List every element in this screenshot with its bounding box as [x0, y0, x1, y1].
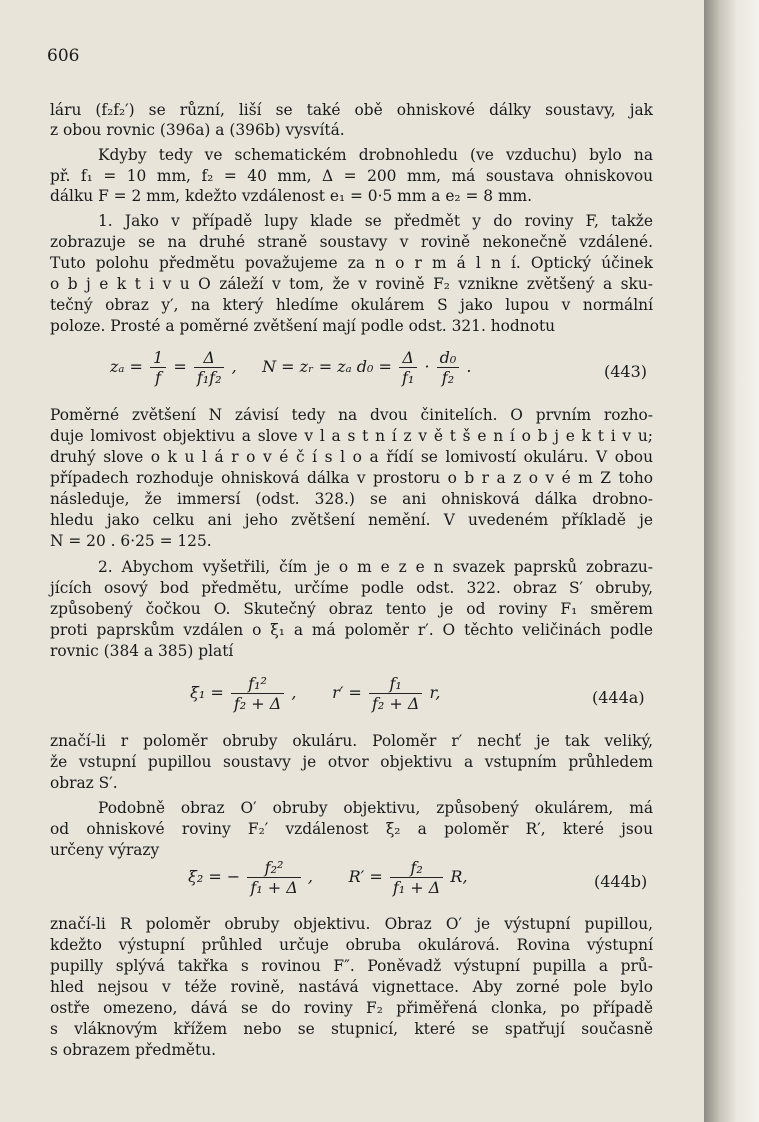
equation-number: (444a) — [592, 688, 645, 707]
text-line: 1. Jako v případě lupy klade se předmět y do roviny F, takže — [98, 212, 653, 230]
equation-443: zₐ = $\frac{1}{f}$ = $\frac{\Delta}{\text{f₁f₂}}$ , N = zᵣ = zₐ d₀ = $\frac{\Delta}{\text{f₁}}$ · $\frac{\text{d₀}}{\text{f₂}}$ . — [110, 348, 472, 387]
text-line: určeny výrazy — [50, 841, 160, 859]
text-line: hledu jako celku ani jeho zvětšení nemění. V uvedeném příkladě je — [50, 511, 653, 529]
equation-444a: ξ₁ = $\frac{\text{f₁²}}{\text{f₂ + Δ}}$ , r′ = $\frac{\text{f₁}}{\text{f₂ + Δ}}$ r, — [190, 674, 441, 713]
text-line: láru (f₂f₂′) se různí, liší se také obě ohniskové dálky soustavy, jak — [50, 101, 653, 119]
text-line: poloze. Prosté a poměrné zvětšení mají podle odst. 321. hodnotu — [50, 317, 556, 335]
text-line: případech rozhoduje ohnisková dálka v prostoru o b r a z o v é m Z toho — [50, 469, 653, 487]
text-line: dálku F = 2 mm, kdežto vzdálenost e₁ = 0·5 mm a e₂ = 8 mm. — [50, 187, 533, 205]
text-line: 2. Abychom vyšetřili, čím je o m e z e n svazek paprsků zobrazu- — [98, 558, 653, 576]
text-line: druhý slove o k u l á r o v é č í s l o a řídí se lomivostí okuláru. V obou — [50, 448, 653, 466]
text-line: pupilly splývá takřka s rovinou F″. Poněvadž výstupní pupilla a prů- — [50, 957, 653, 975]
text-line: značí-li r poloměr obruby okuláru. Poloměr r′ nechť je tak veliký, — [50, 732, 653, 750]
text-line: s obrazem předmětu. — [50, 1041, 217, 1059]
text-line: N = 20 . 6·25 = 125. — [50, 532, 212, 550]
equation-444b: ξ₂ = − $\frac{\text{f₂²}}{\text{f₁ + Δ}}$ , R′ = $\frac{\text{f₂}}{\text{f₁ + Δ}}$ R, — [188, 858, 468, 897]
text-line: že vstupní pupillou soustavy je otvor objektivu a vstupním průhledem — [50, 753, 653, 771]
text-line: Poměrné zvětšení N závisí tedy na dvou činitelích. O prvním rozho- — [50, 406, 653, 424]
text-line: Tuto polohu předmětu považujeme za n o r m á l n í. Optický účinek — [50, 254, 653, 272]
text-line: o b j e k t i v u O záleží v tom, že v rovině F₂ vznikne zvětšený a sku- — [50, 275, 653, 293]
text-line: Kdyby tedy ve schematickém drobnohledu (ve vzduchu) bylo na — [98, 146, 653, 164]
text-line: obraz S′. — [50, 774, 118, 792]
text-line: hled nejsou v téže rovině, nastává vignettace. Aby zorné pole bylo — [50, 978, 653, 996]
text-line: ostře omezeno, dává se do roviny F₂ přiměřená clonka, po případě — [50, 999, 653, 1017]
text-line: tečný obraz y′, na který hledíme okulárem S jako lupou v normální — [50, 296, 653, 314]
text-line: značí-li R poloměr obruby objektivu. Obraz O′ je výstupní pupillou, — [50, 915, 653, 933]
text-line: duje lomivost objektivu a slove v l a s t n í z v ě t š e n í o b j e k t i v u; — [50, 427, 653, 445]
equation-number: (443) — [604, 362, 648, 381]
text-line: následuje, že immersí (odst. 328.) se ani ohnisková dálka drobno- — [50, 490, 653, 508]
equation-number: (444b) — [594, 872, 648, 891]
text-line: př. f₁ = 10 mm, f₂ = 40 mm, Δ = 200 mm, má soustava ohniskovou — [50, 167, 653, 185]
text-line: způsobený čočkou O. Skutečný obraz tento je od roviny F₁ směrem — [50, 600, 653, 618]
text-line: z obou rovnic (396a) a (396b) vysvítá. — [50, 121, 345, 139]
text-line: proti paprskům vzdálen o ξ₁ a má poloměr r′. O těchto veličinách podle — [50, 621, 653, 639]
text-line: jících osový bod předmětu, určíme podle odst. 322. obraz S′ obruby, — [50, 579, 653, 597]
text-line: zobrazuje se na druhé straně soustavy v rovině nekonečně vzdálené. — [50, 233, 653, 251]
text-line: kdežto výstupní průhled určuje obruba okulárová. Rovina výstupní — [50, 936, 653, 954]
text-line: rovnic (384 a 385) platí — [50, 642, 234, 660]
text-line: s vláknovým křížem nebo se stupnicí, které se spatřují současně — [50, 1020, 653, 1038]
page-gutter-shadow — [704, 0, 759, 1122]
page-number: 606 — [47, 46, 80, 66]
text-line: Podobně obraz O′ obruby objektivu, způsobený okulárem, má — [98, 799, 653, 817]
text-line: od ohniskové roviny F₂′ vzdálenost ξ₂ a poloměr R′, které jsou — [50, 820, 653, 838]
